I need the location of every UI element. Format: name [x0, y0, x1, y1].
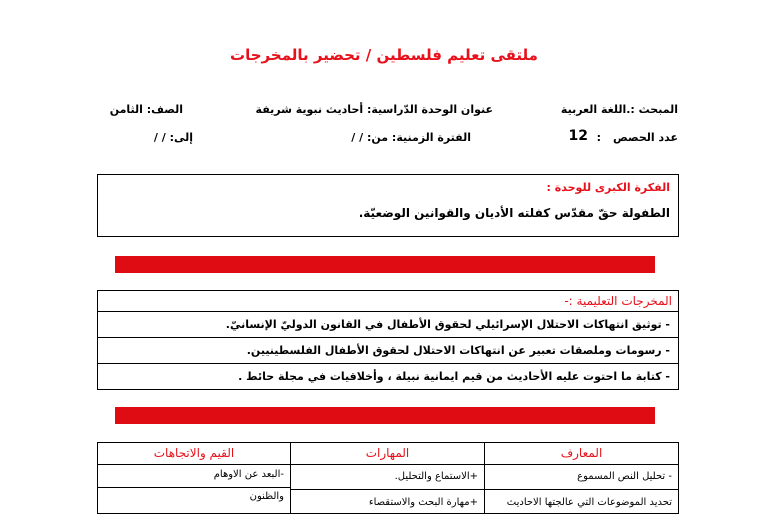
big-idea-text: الطفولة حقّ مقدّس كفلته الأديان والقوانين الوضعيّة. — [358, 206, 670, 220]
big-idea-heading: الفكرة الكبرى للوحدة : — [546, 181, 670, 194]
unit-title: عنوان الوحدة الدّراسية: أحاديث نبوية شريفة — [255, 103, 493, 116]
row-divider — [291, 489, 484, 490]
period-from: الفترة الزمنية: من: / / — [351, 131, 471, 144]
knowledge-header: المعارف — [485, 443, 678, 465]
outcome-item: - كتابة ما احتوت عليه الأحاديث من قيم ايمانية نبيلة ، وأخلاقيات في مجلة حائط . — [238, 370, 670, 383]
red-divider-bar — [115, 256, 655, 273]
knowledge-item: تحديد الموضوعات التي عالجتها الاحاديث — [506, 497, 672, 508]
period-to: إلى: / / — [153, 131, 193, 144]
values-header: القيم والاتجاهات — [98, 443, 290, 465]
outcomes-heading: المخرجات التعليمية :- — [98, 291, 678, 312]
skills-item: +الاستماع والتحليل. — [394, 471, 478, 482]
values-item: -البعد عن الاوهام — [213, 469, 284, 480]
big-idea-box — [97, 174, 679, 237]
skills-item: +مهارة البحث والاستقصاء — [368, 497, 478, 508]
sessions-label: عدد الحصص — [612, 131, 678, 144]
page-title: ملتقى تعليم فلسطين / تحضير بالمخرجات — [230, 46, 538, 64]
grade-label: الصف: الثامن — [109, 103, 183, 116]
red-divider-bar — [115, 407, 655, 424]
values-item: والظنون — [249, 491, 284, 502]
skills-column — [290, 443, 484, 513]
skills-header: المهارات — [291, 443, 484, 465]
sessions-count: 12 — [568, 128, 588, 144]
values-column — [98, 443, 290, 513]
knowledge-item: - تحليل النص المسموع — [577, 471, 672, 482]
kss-table — [97, 442, 679, 514]
sessions-separator: : — [596, 131, 601, 144]
outcome-item: - توثيق انتهاكات الاحتلال الإسرائيلي لحقوق الأطفال في القانون الدوليّ الإنسانيّ. — [98, 312, 678, 338]
row-divider — [98, 487, 290, 488]
row-divider — [485, 489, 678, 490]
subject-label: المبحث :.اللغة العربية — [560, 103, 678, 116]
outcome-item: - رسومات وملصقات تعبير عن انتهاكات الاحتلال لحقوق الأطفال الفلسطينيين. — [98, 338, 678, 364]
knowledge-column — [484, 443, 678, 513]
outcomes-box — [97, 290, 679, 390]
